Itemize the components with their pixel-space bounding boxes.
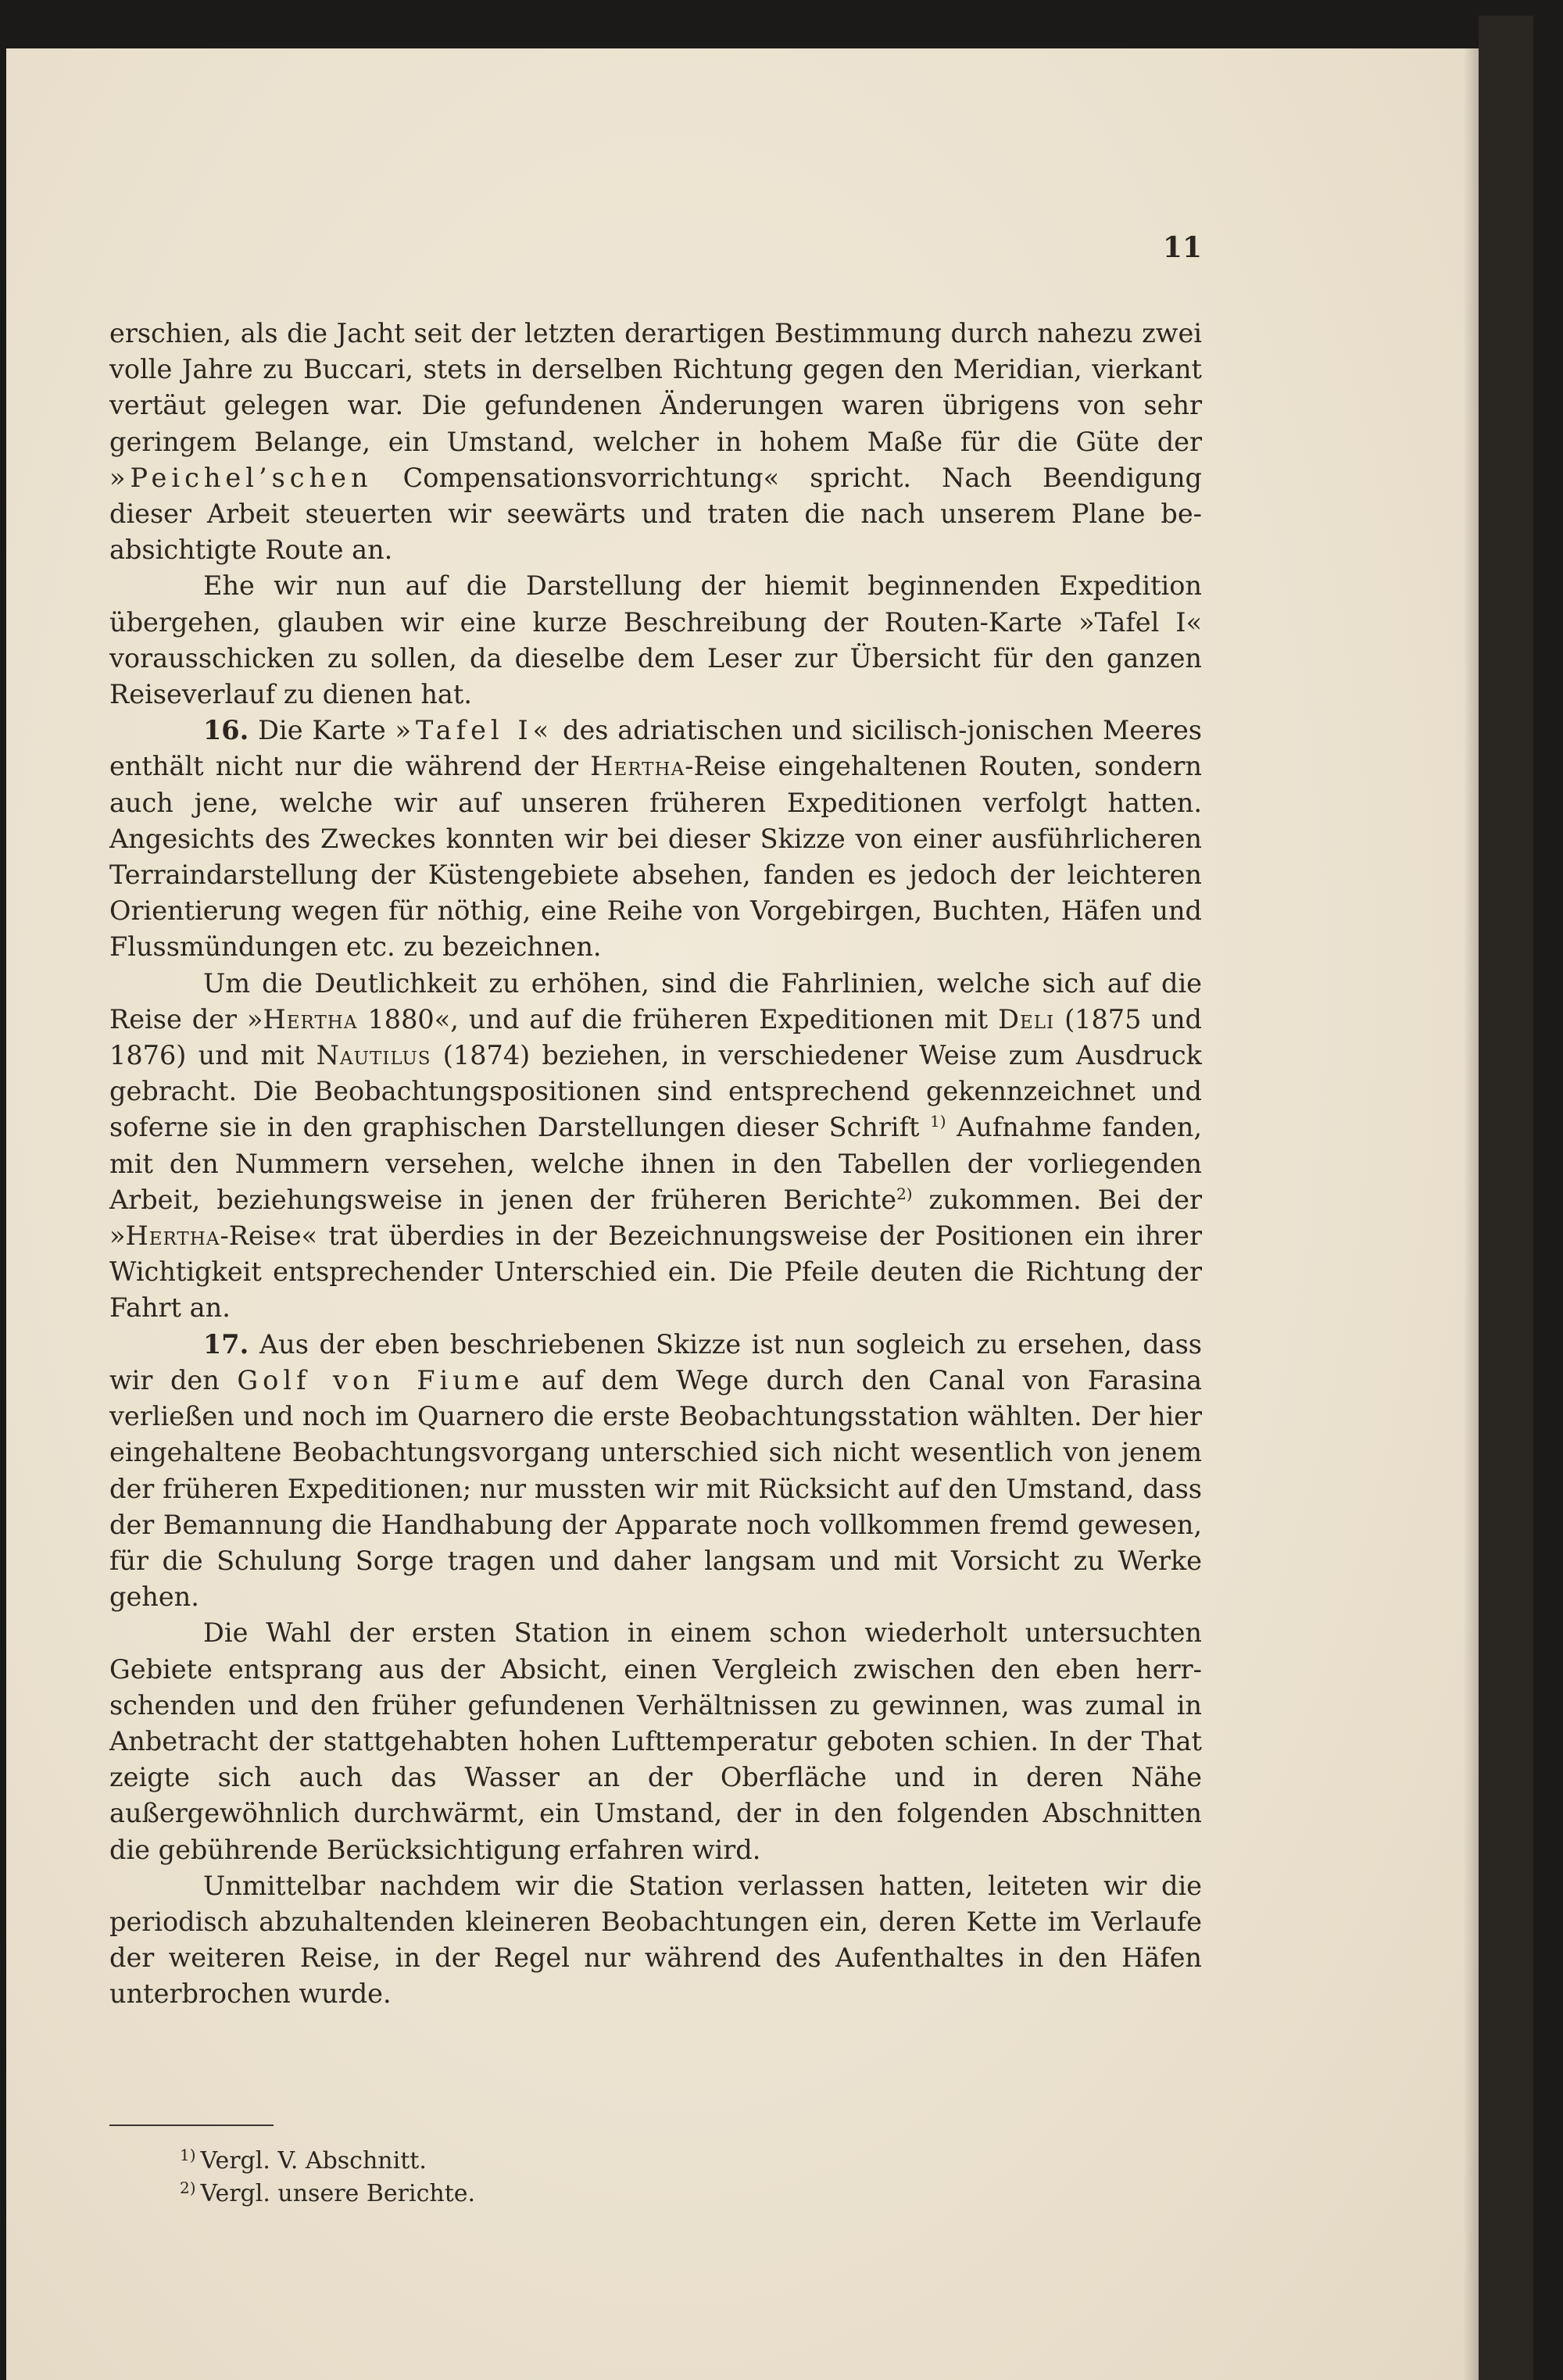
paragraph-17: 17. Aus der eben beschriebenen Skizze ist nun sogleich zu ersehen, dass wir den Golf von Fiume auf dem Wege durch den Canal von Farasina verließen und noch im Quarnero die erste Beobachtungsstation wählten. Der hier eingehaltene Beobachtungsvorgang unterschied sich nicht wesentlich von jenem der früheren Expeditionen; nur mussten wir mit Rücksicht auf den Umstand, dass der Bemannung die Handhabung der Apparate noch vollkommen fremd gewesen, für die Schulung Sorge tragen und daher langsam und mit Vorsicht zu Werke gehen. <box>109 1328 1203 1613</box>
peichel-name: »Peichel’schen <box>109 462 373 493</box>
footnote-2: $^{2)}$ Vergl. unsere Berichte. <box>180 2178 476 2207</box>
paragraph-16: 16. Die Karte »Tafel I« des adriatischen und sicilisch-jonischen Meeres enthält nicht nur die während der Hertha-Reise eingehaltenen Routen, sondern auch jene, welche wir auf unseren früheren Expeditionen verfolgt hatten. Angesichts des Zweckes konnten wir bei dieser Skizze von einer ausführlicheren Terraindarstellung der Küstengebiete absehen, fanden es jedoch der leichteren Orientierung wegen für nöthig, eine Reihe von Vorgebirgen, Buchten, Häfen und Flussmündungen etc. zu bezeichnen. <box>109 715 1202 963</box>
body-text <box>109 316 1202 2013</box>
ship-name: Nautilus <box>316 1040 431 1071</box>
footnotes <box>180 2146 883 2211</box>
paragraph-6: Die Wahl der ersten Station in einem schon wiederholt untersuchten Gebiete entsprang aus der Absicht, einen Vergleich zwischen den eben herrschenden und den früher gefundenen Verhältnissen zu gewinnen, was zumal in Anbetracht der stattgehabten hohen Lufttemperatur geboten schien. In der That zeigte sich auch das Wasser an der Oberfläche und in deren Nähe außergewöhnlich durchwärmt, ein Umstand, der in den folgenden Abschnitten die gebührende Berücksichtigung erfahren wird. <box>109 1617 1202 1865</box>
paragraph-1: erschien, als die Jacht seit der letzten derartigen Bestimmung durch nahezu zwei volle Jahre zu Buccari, stets in derselben Richtung gegen den Meridian, vierkant vertäut gelegen war. Die gefundenen Änderungen waren übrigens von sehr geringem Belange, ein Umstand, welcher in hohem Maße für die Güte der »Peichel’schen Compensationsvorrichtung« spricht. Nach Beendigung dieser Arbeit steuerten wir seewärts und traten die nach unserem Plane beabsichtigte Route an. <box>109 318 1202 566</box>
ship-name: Deli <box>998 1003 1055 1035</box>
page-number: 11 <box>1162 231 1202 264</box>
footnote-ref: 2) <box>896 1184 913 1203</box>
ship-name: Hertha <box>125 1220 220 1252</box>
ship-name: Hertha <box>590 751 685 782</box>
footnote-ref: 1) <box>930 1112 946 1131</box>
section-number: 17. <box>203 1328 249 1360</box>
page-edge-shadow <box>1463 48 1479 2380</box>
ship-name: Hertha <box>263 1003 358 1035</box>
tafel-reference: »Tafel I« <box>395 715 554 746</box>
paragraph-4: Um die Deutlichkeit zu erhöhen, sind die Fahrlinien, welche sich auf die Reise der »Hertha 1880«, und auf die früheren Expeditionen mit Deli (1875 und 1876) und mit Nautilus (1874) beziehen, in verschiedener Weise zum Ausdruck gebracht. Die Beobachtungspositionen sind entsprechend gekennzeichnet und soferne sie in den graphischen Darstellungen dieser Schrift $^{1)}$ Aufnahme fanden, mit den Nummern versehen, welche ihnen in den Tabellen der vorliegenden Arbeit, beziehungsweise in jenen der früheren Berichte$^{2)}$ zukommen. Bei der »Hertha-Reise« trat überdies in der Bezeichnungsweise der Positionen ein ihrer Wichtigkeit entsprechender Unterschied ein. Die Pfeile deuten die Richtung der Fahrt an. <box>109 967 1203 1324</box>
section-number: 16. <box>203 715 249 746</box>
paragraph-2: Ehe wir nun auf die Darstellung der hiemit beginnenden Expedition übergehen, glauben wir eine kurze Beschreibung der Routen-Karte »Tafel I« vorausschicken zu sollen, da dieselbe dem Leser zur Übersicht für den ganzen Reiseverlauf zu dienen hat. <box>109 570 1202 710</box>
footnote-1: $^{1)}$ Vergl. V. Abschnitt. <box>180 2146 427 2175</box>
footnote-divider <box>109 2124 274 2126</box>
place-name: Golf von Fiume <box>237 1364 524 1395</box>
paragraph-7: Unmittelbar nachdem wir die Station verlassen hatten, leiteten wir die periodisch abzuhaltenden kleineren Beobachtungen ein, deren Kette im Verlaufe der weiteren Reise, in der Regel nur während des Aufenthaltes in den Häfen unterbrochen wurde. <box>109 1870 1202 2010</box>
book-cover-edge <box>1479 16 1533 2380</box>
